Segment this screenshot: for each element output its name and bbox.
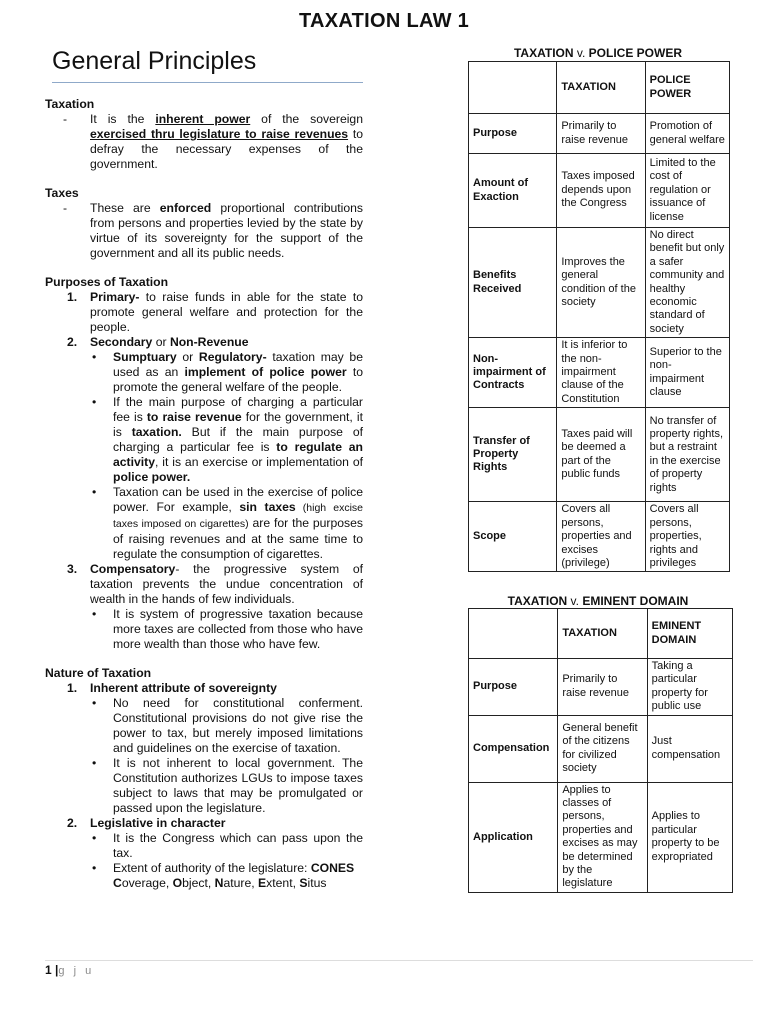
table-cell: Applies to classes of persons, properties and excises as may be determined by the legislature xyxy=(558,782,647,892)
purposes-section xyxy=(45,275,363,652)
bullet-marker: • xyxy=(92,831,97,845)
table-header-row xyxy=(469,62,730,114)
row-label: Non-impairment of Contracts xyxy=(469,338,557,408)
purposes-heading: Purposes of Taxation xyxy=(45,275,169,289)
column-header: EMINENT DOMAIN xyxy=(647,609,732,659)
bullet-marker: • xyxy=(92,485,97,499)
table-row xyxy=(469,154,730,228)
table-row xyxy=(469,338,730,408)
taxation-text: It is the inherent power of the sovereign exercised thru legislature to raise revenues to defray the necessary expenses of the government. xyxy=(90,112,363,171)
purpose-text: Secondary or Non-Revenue xyxy=(90,335,249,349)
nature-section xyxy=(45,666,363,891)
table-cell: Superior to the non-impairment clause xyxy=(645,338,729,408)
purpose-item-secondary xyxy=(45,335,363,350)
page-number: 1 xyxy=(45,963,52,977)
dash-marker: - xyxy=(63,112,68,126)
footer-divider xyxy=(45,960,753,961)
table-row xyxy=(469,408,730,502)
page-footer xyxy=(45,963,94,977)
table-cell: Covers all persons, properties, rights and privileges xyxy=(645,502,729,572)
table-cell: Improves the general condition of the society xyxy=(557,228,645,338)
bullet-item xyxy=(45,395,363,485)
bullet-marker: • xyxy=(92,395,97,409)
list-number: 3. xyxy=(67,562,78,576)
bullet-text: Sumptuary or Regulatory- taxation may be used as an implement of police power to promote the general welfare of the people. xyxy=(113,350,364,394)
column-header: POLICE POWER xyxy=(645,62,729,114)
nature-heading: Nature of Taxation xyxy=(45,666,152,680)
table-row xyxy=(469,502,730,572)
taxes-heading: Taxes xyxy=(45,186,79,200)
dash-marker: - xyxy=(63,201,68,215)
row-label: Scope xyxy=(469,502,557,572)
table-police-power-title: TAXATION v. POLICE POWER xyxy=(513,46,683,60)
bullet-item xyxy=(45,350,363,395)
column-header: TAXATION xyxy=(557,62,645,114)
row-label: Compensation xyxy=(469,715,558,782)
table-row xyxy=(469,715,733,782)
taxation-heading: Taxation xyxy=(45,97,95,111)
table-cell: No direct benefit but only a safer community and healthy economic standard of society xyxy=(645,228,729,338)
table-cell: Primarily to raise revenue xyxy=(557,114,645,154)
bullet-item xyxy=(45,861,363,891)
list-number: 2. xyxy=(67,816,78,830)
table-taxation-vs-eminent-domain xyxy=(468,608,733,893)
row-label: Purpose xyxy=(469,114,557,154)
purpose-item-primary xyxy=(45,290,363,335)
taxes-item xyxy=(45,201,363,261)
bullet-marker: • xyxy=(92,696,97,710)
author-initials: g j u xyxy=(58,965,95,977)
purpose-item-compensatory xyxy=(45,562,363,607)
table-cell: No transfer of property rights, but a restraint in the exercise of property rights xyxy=(645,408,729,502)
table-row xyxy=(469,782,733,892)
table-cell: Just compensation xyxy=(647,715,732,782)
table-taxation-vs-police-power xyxy=(468,61,730,572)
table-row xyxy=(469,228,730,338)
footer-separator: | xyxy=(51,963,59,977)
table-cell: Covers all persons, properties and excises (privilege) xyxy=(557,502,645,572)
bullet-text: Taxation can be used in the exercise of police power. For example, sin taxes (high excise taxes imposed on cigarettes) are for the purposes of raising revenues and at the same time to regulate the consumption of cigarettes. xyxy=(113,485,364,561)
table-cell: Taxes paid will be deemed a part of the public funds xyxy=(557,408,645,502)
list-number: 1. xyxy=(67,681,78,695)
bullet-text: It is system of progressive taxation because more taxes are collected from those who have more wealth than those who have few. xyxy=(113,607,363,651)
column-header: TAXATION xyxy=(558,609,647,659)
table-header-row xyxy=(469,609,733,659)
bullet-text: Extent of authority of the legislature: CONES Coverage, Object, Nature, Extent, Situs xyxy=(113,861,355,890)
table-row xyxy=(469,659,733,716)
bullet-item xyxy=(45,485,363,562)
table-cell: Limited to the cost of regulation or issuance of license xyxy=(645,154,729,228)
taxation-definition xyxy=(45,97,363,172)
list-number: 2. xyxy=(67,335,78,349)
left-column xyxy=(45,46,363,891)
row-label: Amount of Exaction xyxy=(469,154,557,228)
taxes-definition xyxy=(45,186,363,261)
bullet-item xyxy=(45,756,363,816)
bullet-text: It is not inherent to local government. The Constitution authorizes LGUs to impose taxes subject to laws that may be promulgated or passed upon the legislature. xyxy=(113,756,363,815)
document-title: TAXATION LAW 1 xyxy=(298,10,470,32)
row-label: Benefits Received xyxy=(469,228,557,338)
list-number: 1. xyxy=(67,290,78,304)
bullet-marker: • xyxy=(92,350,97,364)
taxation-item xyxy=(45,112,363,172)
table-cell: Applies to particular property to be expropriated xyxy=(647,782,732,892)
bullet-text: No need for constitutional conferment. Constitutional provisions do not give rise the power to tax, but merely imposed limitations and guidelines on the exercise of taxation. xyxy=(113,696,363,755)
taxes-text: These are enforced proportional contributions from persons and properties levied by the state by virtue of its sovereignty for the support of the government and all its public needs. xyxy=(90,201,363,260)
nature-text: Inherent attribute of sovereignty xyxy=(90,681,277,695)
table-corner xyxy=(469,62,557,114)
table-cell: Taking a particular property for public use xyxy=(647,659,732,716)
row-label: Purpose xyxy=(469,659,558,716)
purpose-text: Primary- to raise funds in able for the state to promote general welfare and protection for the people. xyxy=(90,290,363,334)
bullet-marker: • xyxy=(92,607,97,621)
bullet-marker: • xyxy=(92,861,97,875)
table-cell: Taxes imposed depends upon the Congress xyxy=(557,154,645,228)
table-corner xyxy=(469,609,558,659)
table-cell: Primarily to raise revenue xyxy=(558,659,647,716)
bullet-marker: • xyxy=(92,756,97,770)
nature-item-legislative xyxy=(45,816,363,831)
table-row xyxy=(469,114,730,154)
row-label: Transfer of Property Rights xyxy=(469,408,557,502)
table-eminent-domain-title: TAXATION v. EMINENT DOMAIN xyxy=(507,594,689,608)
bullet-item xyxy=(45,831,363,861)
purpose-text: Compensatory- the progressive system of taxation prevents the undue concentration of wealth in the hands of few individuals. xyxy=(90,562,363,606)
table-cell: General benefit of the citizens for civilized society xyxy=(558,715,647,782)
row-label: Application xyxy=(469,782,558,892)
table-cell: Promotion of general welfare xyxy=(645,114,729,154)
section-heading: General Principles xyxy=(52,46,363,83)
bullet-text: If the main purpose of charging a particular fee is to raise revenue for the government, it is taxation. But if the main purpose of charging a particular fee is to regulate an activity, it is an exercise or implementation of police power. xyxy=(113,395,364,484)
bullet-item xyxy=(45,607,363,652)
nature-item-inherent xyxy=(45,681,363,696)
bullet-item xyxy=(45,696,363,756)
table-cell: It is inferior to the non-impairment clause of the Constitution xyxy=(557,338,645,408)
nature-text: Legislative in character xyxy=(90,816,226,830)
bullet-text: It is the Congress which can pass upon the tax. xyxy=(113,831,363,860)
